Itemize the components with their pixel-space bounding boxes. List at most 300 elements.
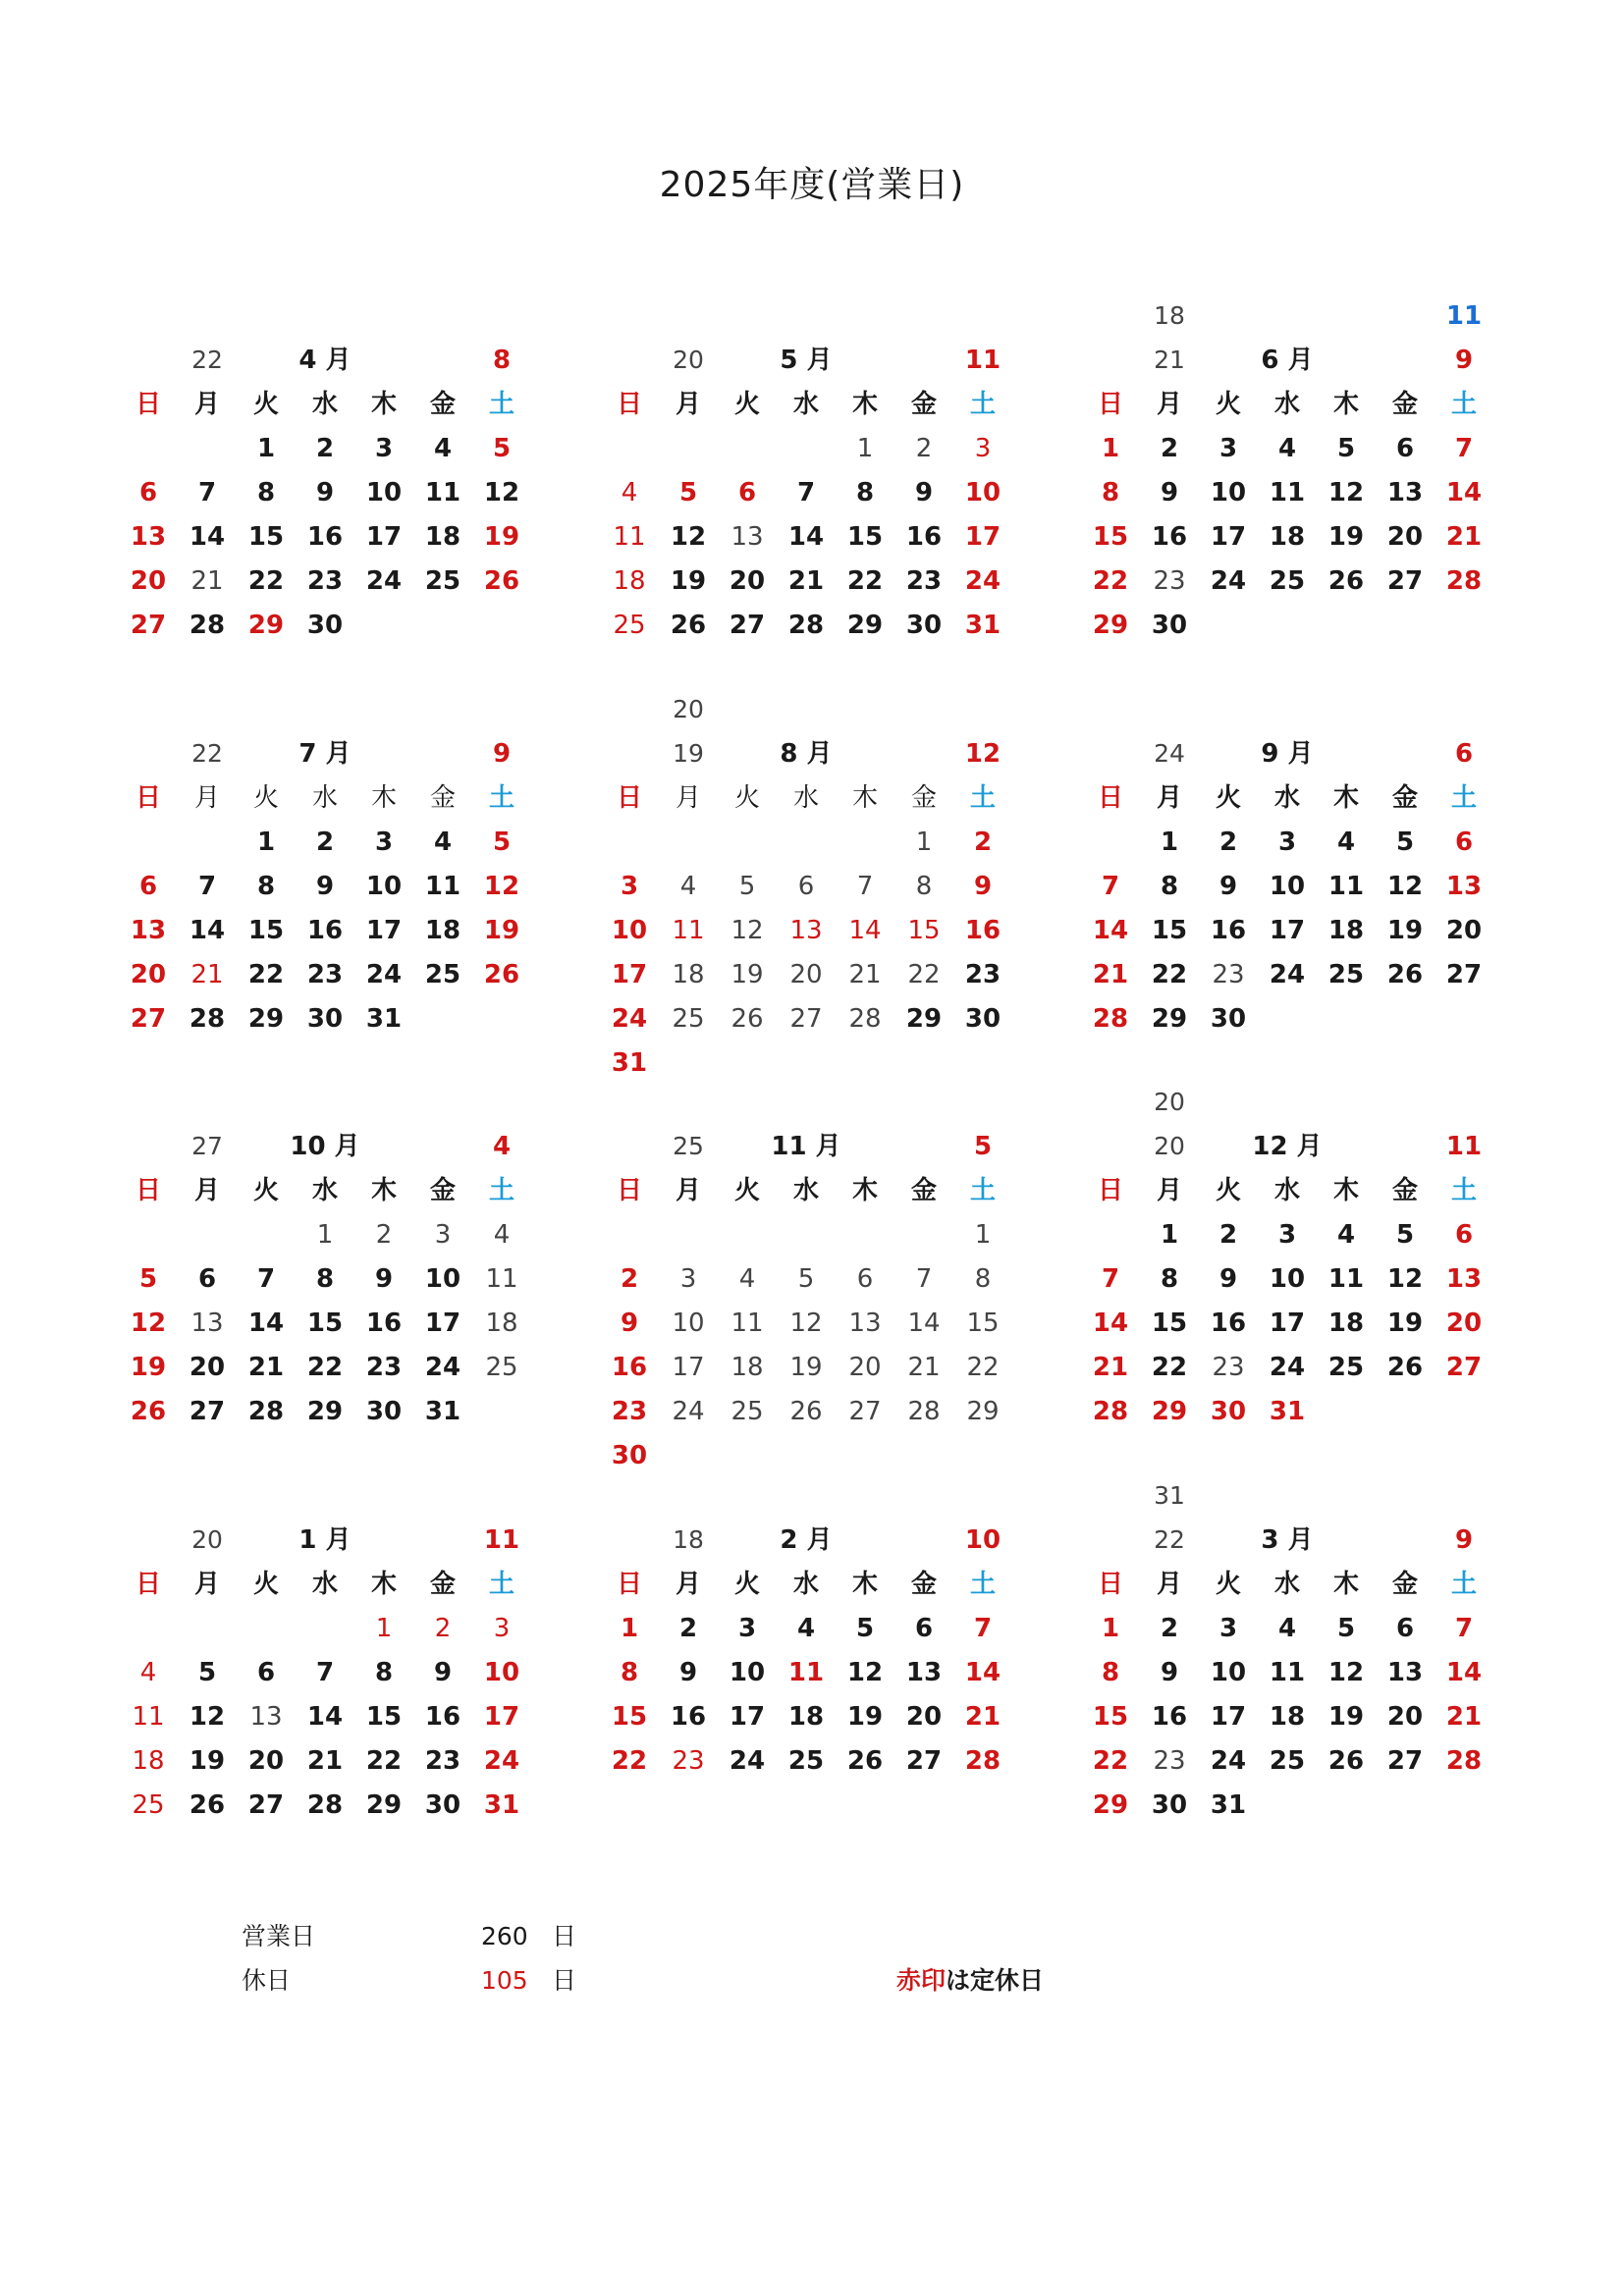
- weekday-header: 金: [910, 1176, 937, 1205]
- day-cell: 5: [492, 828, 512, 857]
- day-cell: 17: [1269, 916, 1306, 945]
- day-cell: 22: [1092, 1746, 1129, 1776]
- day-cell: 31: [483, 1790, 520, 1820]
- day-cell: 20: [130, 960, 167, 989]
- day-cell: 2: [434, 1614, 452, 1643]
- holidays-label: 休日: [242, 1966, 292, 1995]
- day-cell: 6: [797, 872, 815, 901]
- day-cell: 26: [1327, 566, 1365, 596]
- day-cell: 30: [306, 611, 344, 640]
- weekday-header: 火: [252, 1570, 279, 1599]
- day-cell: 27: [130, 1004, 167, 1034]
- weekday-header: 水: [311, 1176, 338, 1205]
- day-cell: 12: [1327, 1658, 1365, 1687]
- day-cell: 4: [796, 1614, 816, 1643]
- day-cell: 12: [1327, 478, 1365, 507]
- month-calendar: [1081, 294, 1493, 707]
- day-cell: 10: [1210, 1658, 1247, 1687]
- day-cell: 31: [424, 1397, 461, 1426]
- day-cell: 16: [424, 1702, 461, 1732]
- business-day-count: 20: [1154, 1132, 1185, 1160]
- day-cell: 2: [375, 1220, 393, 1250]
- day-cell: 29: [365, 1790, 403, 1820]
- day-cell: 6: [1454, 1220, 1474, 1250]
- day-cell: 20: [130, 566, 167, 596]
- day-cell: 11: [1327, 872, 1365, 901]
- business-days-value: 260: [481, 1922, 528, 1950]
- day-cell: 4: [1277, 1614, 1297, 1643]
- day-cell: 9: [315, 478, 335, 507]
- day-cell: 26: [1386, 1353, 1424, 1382]
- weekday-header: 水: [1273, 390, 1300, 419]
- business-day-count: 22: [191, 346, 223, 374]
- day-cell: 15: [365, 1702, 403, 1732]
- day-cell: 17: [365, 522, 403, 552]
- day-cell: 2: [1218, 828, 1238, 857]
- weekday-header: 日: [1097, 1176, 1123, 1205]
- day-cell: 26: [1327, 1746, 1365, 1776]
- holiday-count: 10: [964, 1525, 1001, 1555]
- day-cell: 16: [1151, 1702, 1188, 1732]
- weekday-header: 金: [1391, 390, 1418, 419]
- holiday-count: 9: [1454, 1525, 1474, 1555]
- day-cell: 21: [190, 566, 224, 596]
- day-cell: 1: [316, 1220, 334, 1250]
- day-cell: 5: [138, 1264, 158, 1294]
- day-cell: 21: [964, 1702, 1001, 1732]
- day-cell: 22: [247, 566, 285, 596]
- day-cell: 31: [964, 611, 1001, 640]
- weekday-header: 月: [193, 1570, 220, 1599]
- day-cell: 12: [189, 1702, 226, 1732]
- day-cell: 10: [1210, 478, 1247, 507]
- weekday-header: 火: [733, 1176, 760, 1205]
- weekday-header: 木: [1332, 1570, 1359, 1599]
- day-cell: 16: [611, 1353, 648, 1382]
- day-cell: 30: [306, 1004, 344, 1034]
- day-cell: 5: [197, 1658, 217, 1687]
- weekday-header: 水: [792, 390, 819, 419]
- month-calendar: [600, 294, 1012, 707]
- day-cell: 23: [1212, 1353, 1245, 1382]
- day-cell: 23: [905, 566, 943, 596]
- day-cell: 22: [306, 1353, 344, 1382]
- business-day-count: 20: [673, 346, 704, 374]
- day-cell: 9: [374, 1264, 394, 1294]
- day-cell: 15: [966, 1308, 1000, 1338]
- day-cell: 25: [424, 566, 461, 596]
- day-cell: 30: [964, 1004, 1001, 1034]
- day-cell: 28: [848, 1004, 882, 1034]
- month-name: 11 月: [771, 1132, 841, 1161]
- holiday-count: 11: [964, 346, 1001, 375]
- day-cell: 13: [1445, 872, 1483, 901]
- weekday-header: 金: [429, 390, 456, 419]
- day-cell: 9: [1218, 872, 1238, 901]
- day-cell: 1: [1101, 1614, 1120, 1643]
- day-cell: 2: [620, 1264, 639, 1294]
- day-cell: 7: [1454, 434, 1474, 463]
- weekday-header: 水: [792, 783, 819, 813]
- day-cell: 17: [729, 1702, 766, 1732]
- day-cell: 20: [1445, 1308, 1483, 1338]
- day-cell: 16: [1210, 1308, 1247, 1338]
- day-cell: 23: [672, 1746, 705, 1776]
- month-name: 7 月: [298, 739, 352, 769]
- weekday-header: 日: [135, 783, 161, 813]
- day-cell: 29: [1151, 1004, 1188, 1034]
- month-name: 3 月: [1261, 1525, 1314, 1555]
- day-cell: 17: [1269, 1308, 1306, 1338]
- weekday-header: 水: [792, 1570, 819, 1599]
- day-cell: 18: [424, 916, 461, 945]
- business-day-count: 22: [1154, 1525, 1185, 1554]
- weekday-header: 金: [910, 783, 937, 813]
- day-cell: 11: [132, 1702, 165, 1732]
- day-cell: 12: [1386, 1264, 1424, 1294]
- day-cell: 21: [787, 566, 825, 596]
- day-cell: 2: [1160, 1614, 1179, 1643]
- weekday-header: 月: [675, 783, 701, 813]
- day-cell: 6: [1395, 434, 1415, 463]
- day-cell: 22: [846, 566, 884, 596]
- weekday-header: 水: [311, 1570, 338, 1599]
- day-cell: 28: [189, 1004, 226, 1034]
- weekday-header: 日: [616, 1176, 642, 1205]
- month-calendar: [1081, 1474, 1493, 1887]
- weekday-header: 日: [135, 1176, 161, 1205]
- day-cell: 21: [306, 1746, 344, 1776]
- day-cell: 14: [787, 522, 825, 552]
- month-calendar: [600, 1474, 1012, 1887]
- weekday-header: 月: [193, 1176, 220, 1205]
- day-cell: 24: [729, 1746, 766, 1776]
- day-cell: 14: [1445, 1658, 1483, 1687]
- day-cell: 3: [620, 872, 639, 901]
- day-cell: 23: [1153, 1746, 1186, 1776]
- day-cell: 31: [1269, 1397, 1306, 1426]
- day-cell: 21: [1445, 1702, 1483, 1732]
- day-cell: 8: [1101, 1658, 1120, 1687]
- day-cell: 25: [132, 1790, 165, 1820]
- day-cell: 5: [855, 1614, 875, 1643]
- day-cell: 18: [787, 1702, 825, 1732]
- day-cell: 3: [1218, 434, 1238, 463]
- day-cell: 7: [915, 1264, 933, 1294]
- day-cell: 12: [846, 1658, 884, 1687]
- business-day-count: 27: [191, 1132, 223, 1160]
- day-cell: 15: [1151, 1308, 1188, 1338]
- day-cell: 22: [247, 960, 285, 989]
- weekday-header: 火: [252, 783, 279, 813]
- day-cell: 29: [247, 611, 285, 640]
- day-cell: 22: [1151, 1353, 1188, 1382]
- day-cell: 16: [905, 522, 943, 552]
- business-day-count: 22: [191, 739, 223, 768]
- day-cell: 1: [1160, 828, 1179, 857]
- day-cell: 7: [315, 1658, 335, 1687]
- day-cell: 31: [611, 1048, 648, 1078]
- day-cell: 19: [130, 1353, 167, 1382]
- day-cell: 6: [256, 1658, 276, 1687]
- weekday-header: 土: [1450, 1570, 1477, 1599]
- day-cell: 28: [1092, 1397, 1129, 1426]
- weekday-header: 土: [488, 390, 514, 419]
- day-cell: 11: [1269, 478, 1306, 507]
- weekday-header: 土: [1450, 1176, 1477, 1205]
- page-title: 2025年度(営業日): [659, 165, 965, 205]
- day-cell: 18: [613, 566, 646, 596]
- day-cell: 13: [130, 916, 167, 945]
- day-cell: 27: [247, 1790, 285, 1820]
- day-cell: 26: [189, 1790, 226, 1820]
- holiday-count: 12: [964, 739, 1001, 769]
- business-day-count: 19: [673, 739, 704, 768]
- day-cell: 9: [678, 1658, 698, 1687]
- day-cell: 15: [1151, 916, 1188, 945]
- day-cell: 20: [1386, 1702, 1424, 1732]
- day-cell: 6: [737, 478, 757, 507]
- day-cell: 27: [905, 1746, 943, 1776]
- day-cell: 6: [138, 478, 158, 507]
- weekday-header: 木: [370, 1570, 397, 1599]
- day-cell: 30: [1210, 1004, 1247, 1034]
- day-cell: 4: [1336, 828, 1356, 857]
- day-cell: 16: [306, 916, 344, 945]
- day-cell: 3: [1218, 1614, 1238, 1643]
- weekday-header: 火: [1215, 390, 1241, 419]
- day-cell: 28: [1445, 566, 1483, 596]
- day-cell: 13: [1386, 1658, 1424, 1687]
- day-cell: 11: [787, 1658, 825, 1687]
- day-cell: 15: [907, 916, 941, 945]
- day-cell: 20: [1445, 916, 1483, 945]
- day-cell: 4: [621, 478, 638, 507]
- weekday-header: 木: [1332, 783, 1359, 813]
- day-cell: 14: [848, 916, 882, 945]
- day-cell: 1: [620, 1614, 639, 1643]
- day-cell: 16: [365, 1308, 403, 1338]
- business-days-unit: 日: [552, 1922, 577, 1950]
- day-cell: 17: [964, 522, 1001, 552]
- day-cell: 17: [1210, 1702, 1247, 1732]
- day-cell: 23: [1212, 960, 1245, 989]
- day-cell: 13: [905, 1658, 943, 1687]
- day-cell: 4: [1336, 1220, 1356, 1250]
- day-cell: 28: [964, 1746, 1001, 1776]
- day-cell: 7: [1101, 872, 1120, 901]
- day-cell: 29: [966, 1397, 1000, 1426]
- day-cell: 29: [247, 1004, 285, 1034]
- weekday-header: 土: [488, 1176, 514, 1205]
- day-cell: 8: [1160, 872, 1179, 901]
- day-cell: 22: [966, 1353, 1000, 1382]
- day-cell: 18: [424, 522, 461, 552]
- day-cell: 9: [433, 1658, 453, 1687]
- weekday-header: 月: [1156, 1570, 1182, 1599]
- weekday-header: 木: [851, 783, 878, 813]
- day-cell: 1: [1101, 434, 1120, 463]
- day-cell: 25: [1327, 1353, 1365, 1382]
- day-cell: 11: [424, 478, 461, 507]
- day-cell: 25: [1269, 566, 1306, 596]
- month-name: 12 月: [1252, 1132, 1323, 1161]
- day-cell: 28: [306, 1790, 344, 1820]
- weekday-header: 水: [1273, 1176, 1300, 1205]
- day-cell: 21: [1445, 522, 1483, 552]
- day-cell: 10: [672, 1308, 705, 1338]
- day-cell: 26: [483, 566, 520, 596]
- day-cell: 6: [197, 1264, 217, 1294]
- day-cell: 22: [1092, 566, 1129, 596]
- holiday-count: 9: [1454, 346, 1474, 375]
- day-cell: 15: [247, 522, 285, 552]
- weekday-header: 木: [370, 783, 397, 813]
- day-cell: 10: [1269, 1264, 1306, 1294]
- day-cell: 8: [1101, 478, 1120, 507]
- day-cell: 18: [1327, 1308, 1365, 1338]
- day-cell: 27: [189, 1397, 226, 1426]
- day-cell: 9: [620, 1308, 639, 1338]
- day-cell: 7: [197, 478, 217, 507]
- day-cell: 7: [856, 872, 874, 901]
- weekday-header: 月: [675, 1570, 701, 1599]
- day-cell: 23: [306, 566, 344, 596]
- day-cell: 24: [611, 1004, 648, 1034]
- day-cell: 16: [964, 916, 1001, 945]
- weekday-header: 木: [370, 390, 397, 419]
- day-cell: 13: [848, 1308, 882, 1338]
- business-day-count: 21: [1154, 346, 1185, 374]
- day-cell: 14: [1092, 916, 1129, 945]
- holiday-count: 11: [1445, 1132, 1483, 1161]
- day-cell: 30: [1210, 1397, 1247, 1426]
- weekday-header: 水: [792, 1176, 819, 1205]
- day-cell: 28: [787, 611, 825, 640]
- weekday-header: 金: [1391, 1176, 1418, 1205]
- month-calendar: [1081, 1081, 1493, 1493]
- day-cell: 24: [964, 566, 1001, 596]
- weekday-header: 木: [851, 1570, 878, 1599]
- weekday-header: 火: [1215, 1570, 1241, 1599]
- weekday-header: 土: [969, 390, 996, 419]
- day-cell: 16: [670, 1702, 707, 1732]
- day-cell: 26: [130, 1397, 167, 1426]
- day-cell: 11: [485, 1264, 518, 1294]
- day-cell: 14: [907, 1308, 941, 1338]
- month-calendar: [1081, 688, 1493, 1100]
- day-cell: 14: [306, 1702, 344, 1732]
- day-cell: 6: [856, 1264, 874, 1294]
- month-count-extra: 18: [1154, 301, 1185, 330]
- day-cell: 19: [1386, 1308, 1424, 1338]
- holiday-count: 4: [492, 1132, 512, 1161]
- weekday-header: 火: [1215, 1176, 1241, 1205]
- day-cell: 13: [190, 1308, 224, 1338]
- day-cell: 26: [731, 1004, 764, 1034]
- month-name: 1 月: [298, 1525, 352, 1555]
- month-count-extra: 20: [1154, 1088, 1185, 1116]
- day-cell: 1: [915, 828, 933, 857]
- month-name: 10 月: [290, 1132, 360, 1161]
- weekday-header: 水: [311, 390, 338, 419]
- weekday-header: 火: [1215, 783, 1241, 813]
- day-cell: 5: [492, 434, 512, 463]
- day-cell: 25: [1327, 960, 1365, 989]
- weekday-header: 火: [733, 783, 760, 813]
- day-cell: 2: [315, 828, 335, 857]
- day-cell: 5: [1336, 1614, 1356, 1643]
- day-cell: 30: [1151, 611, 1188, 640]
- day-cell: 24: [483, 1746, 520, 1776]
- day-cell: 10: [1269, 872, 1306, 901]
- day-cell: 29: [1092, 1790, 1129, 1820]
- day-cell: 23: [424, 1746, 461, 1776]
- day-cell: 24: [672, 1397, 705, 1426]
- day-cell: 27: [1445, 1353, 1483, 1382]
- weekday-header: 土: [969, 783, 996, 813]
- month-name: 9 月: [1261, 739, 1314, 769]
- day-cell: 24: [1269, 960, 1306, 989]
- day-cell: 5: [738, 872, 756, 901]
- day-cell: 17: [483, 1702, 520, 1732]
- business-days-label: 営業日: [242, 1922, 316, 1950]
- day-cell: 9: [1160, 478, 1179, 507]
- day-cell: 13: [130, 522, 167, 552]
- day-cell: 14: [964, 1658, 1001, 1687]
- weekday-header: 日: [616, 1570, 642, 1599]
- day-cell: 29: [846, 611, 884, 640]
- weekday-header: 月: [1156, 783, 1182, 813]
- weekday-header: 水: [1273, 1570, 1300, 1599]
- day-cell: 2: [315, 434, 335, 463]
- day-cell: 20: [1386, 522, 1424, 552]
- day-cell: 25: [613, 611, 646, 640]
- day-cell: 1: [256, 434, 276, 463]
- day-cell: 19: [483, 916, 520, 945]
- day-cell: 29: [1151, 1397, 1188, 1426]
- weekday-header: 土: [1450, 783, 1477, 813]
- day-cell: 27: [1386, 566, 1424, 596]
- day-cell: 21: [190, 960, 224, 989]
- day-cell: 25: [787, 1746, 825, 1776]
- day-cell: 19: [1327, 1702, 1365, 1732]
- day-cell: 16: [306, 522, 344, 552]
- day-cell: 6: [138, 872, 158, 901]
- business-day-count: 24: [1154, 739, 1185, 768]
- month-name: 2 月: [780, 1525, 833, 1555]
- day-cell: 27: [789, 1004, 823, 1034]
- day-cell: 23: [611, 1397, 648, 1426]
- weekday-header: 日: [1097, 390, 1123, 419]
- weekday-header: 木: [1332, 390, 1359, 419]
- day-cell: 6: [1395, 1614, 1415, 1643]
- day-cell: 14: [189, 916, 226, 945]
- day-cell: 22: [611, 1746, 648, 1776]
- day-cell: 8: [915, 872, 933, 901]
- day-cell: 15: [611, 1702, 648, 1732]
- day-cell: 3: [679, 1264, 697, 1294]
- day-cell: 5: [1395, 1220, 1415, 1250]
- day-cell: 3: [493, 1614, 511, 1643]
- day-cell: 25: [731, 1397, 764, 1426]
- holiday-count: 8: [492, 346, 512, 375]
- holiday-count: 6: [1454, 739, 1474, 769]
- day-cell: 29: [306, 1397, 344, 1426]
- day-cell: 14: [189, 522, 226, 552]
- day-cell: 5: [797, 1264, 815, 1294]
- day-cell: 18: [731, 1353, 764, 1382]
